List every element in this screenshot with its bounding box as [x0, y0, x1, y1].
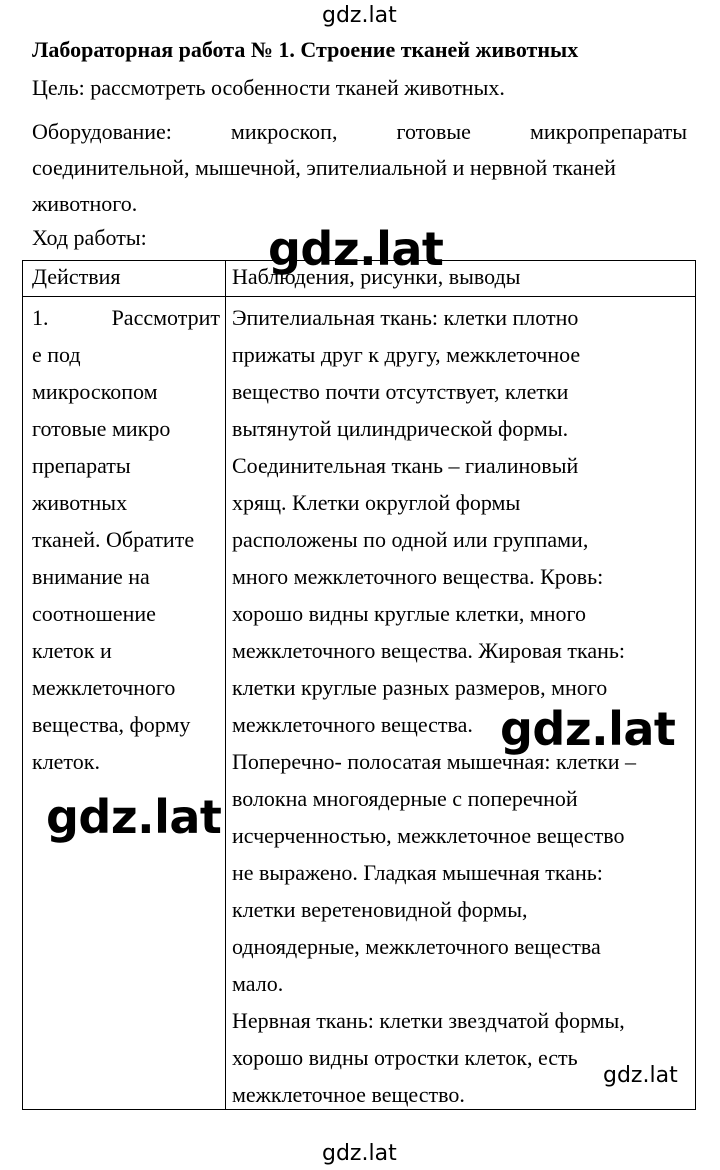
actions-line: вещества, форму: [32, 712, 191, 737]
observation-line: межклеточного вещества. Жировая ткань:: [232, 638, 626, 663]
equipment-word: микропрепараты: [529, 119, 687, 144]
actions-line: микроскопом: [32, 379, 158, 404]
observation-line: хрящ. Клетки округлой формы: [232, 490, 521, 515]
page-title: Лабораторная работа № 1. Строение тканей животных: [32, 37, 579, 62]
table-header-actions: Действия: [32, 264, 121, 289]
actions-line: клеток.: [32, 749, 100, 774]
actions-word: Рассмотрит: [111, 305, 220, 330]
observation-line: межклеточного вещества.: [232, 712, 473, 737]
observation-line: много межклеточного вещества. Кровь:: [232, 564, 604, 589]
observation-line: одноядерные, межклеточного вещества: [232, 934, 601, 959]
progress-label: Ход работы:: [32, 225, 147, 250]
table-cell-actions: [32, 299, 220, 780]
work-table: [22, 260, 696, 1110]
observation-line: мало.: [232, 971, 284, 996]
equipment-word: микроскоп,: [230, 119, 338, 144]
observation-line: не выражено. Гладкая мышечная ткань:: [232, 860, 603, 885]
observation-line: вытянутой цилиндрической формы.: [232, 416, 569, 441]
observation-line: прижаты друг к другу, межклеточное: [232, 342, 581, 367]
equipment-word: готовые: [396, 119, 471, 144]
table-column-divider: [225, 261, 226, 1109]
observation-line: клетки круглые разных размеров, много: [232, 675, 608, 700]
actions-line: тканей. Обратите: [32, 527, 195, 552]
observation-line: исчерченностью, межклеточное вещество: [232, 823, 625, 848]
actions-line: препараты: [32, 453, 131, 478]
equipment-paragraph: [32, 114, 687, 222]
actions-line: готовые микро: [32, 416, 171, 441]
observation-line: хорошо видны круглые клетки, много: [232, 601, 587, 626]
table-header-observations: Наблюдения, рисунки, выводы: [232, 264, 521, 289]
observation-line: хорошо видны отростки клеток, есть: [232, 1045, 578, 1070]
actions-line: соотношение: [32, 601, 156, 626]
watermark-small: gdz.lat: [603, 1063, 678, 1088]
actions-line: е под: [32, 342, 81, 367]
table-header-divider: [23, 296, 695, 297]
watermark-top: gdz.lat: [322, 3, 397, 28]
observation-line: Поперечно- полосатая мышечная: клетки –: [232, 749, 637, 774]
goal-text: Цель: рассмотреть особенности тканей животных.: [32, 75, 505, 100]
observation-line: межклеточное вещество.: [232, 1082, 465, 1107]
watermark-large: gdz.lat: [46, 790, 222, 844]
observation-line: клетки веретеновидной формы,: [232, 897, 528, 922]
watermark-large: gdz.lat: [268, 222, 444, 276]
equipment-line-1: [32, 114, 687, 150]
observation-line: вещество почти отсутствует, клетки: [232, 379, 569, 404]
actions-line: животных: [32, 490, 128, 515]
observation-line: Эпителиальная ткань: клетки плотно: [232, 305, 579, 330]
actions-line: внимание на: [32, 564, 150, 589]
equipment-word: Оборудование:: [32, 119, 172, 144]
actions-line: межклеточного: [32, 675, 176, 700]
watermark-bottom: gdz.lat: [322, 1141, 397, 1166]
observation-line: расположены по одной или группами,: [232, 527, 589, 552]
actions-line: [32, 299, 220, 336]
observation-line: волокна многоядерные с поперечной: [232, 786, 578, 811]
equipment-line-2: соединительной, мышечной, эпителиальной и нервной тканей: [32, 155, 616, 180]
observation-line: Нервная ткань: клетки звездчатой формы,: [232, 1008, 625, 1033]
watermark-large: gdz.lat: [500, 702, 676, 756]
actions-number: 1.: [32, 305, 49, 330]
observation-line: Соединительная ткань – гиалиновый: [232, 453, 579, 478]
equipment-line-3: животного.: [32, 191, 138, 216]
actions-line: клеток и: [32, 638, 112, 663]
